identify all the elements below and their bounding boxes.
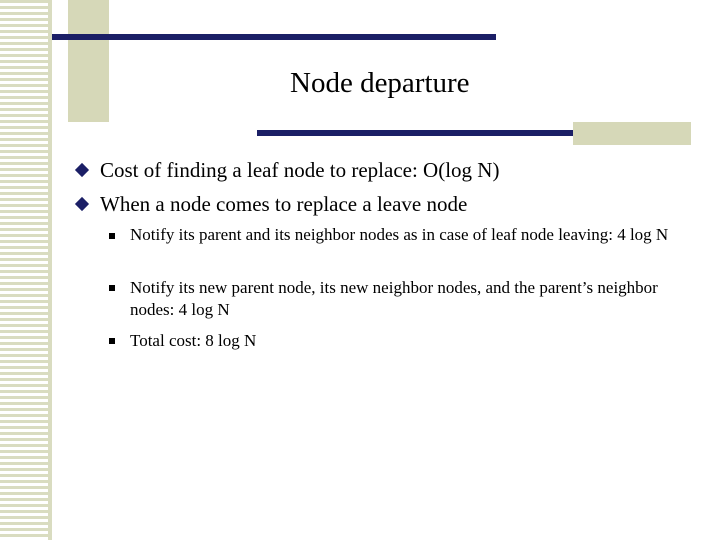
left-stripe-edge xyxy=(48,0,52,540)
left-stripe-decoration xyxy=(0,0,52,540)
rule-accent-block xyxy=(573,122,691,145)
slide-title: Node departure xyxy=(290,67,470,99)
title-top-rule xyxy=(52,34,496,40)
diamond-bullet-icon xyxy=(75,197,89,211)
sub-bullet-item: Total cost: 8 log N xyxy=(130,331,257,350)
bullet-item: Cost of finding a leaf node to replace: O(log N) xyxy=(100,158,500,182)
sub-bullet-item: Notify its parent and its neighbor nodes as in case of leaf node leaving: 4 log N xyxy=(130,225,669,244)
diamond-bullet-icon xyxy=(75,163,89,177)
bullet-item: When a node comes to replace a leave node xyxy=(100,192,468,216)
square-bullet-icon xyxy=(109,233,115,239)
square-bullet-icon xyxy=(109,285,115,291)
sub-bullet-item: Notify its new parent node, its new neighbor nodes, and the parent’s neighbor nodes: 4 log N xyxy=(130,278,658,319)
square-bullet-icon xyxy=(109,338,115,344)
title-accent-block xyxy=(68,0,109,122)
